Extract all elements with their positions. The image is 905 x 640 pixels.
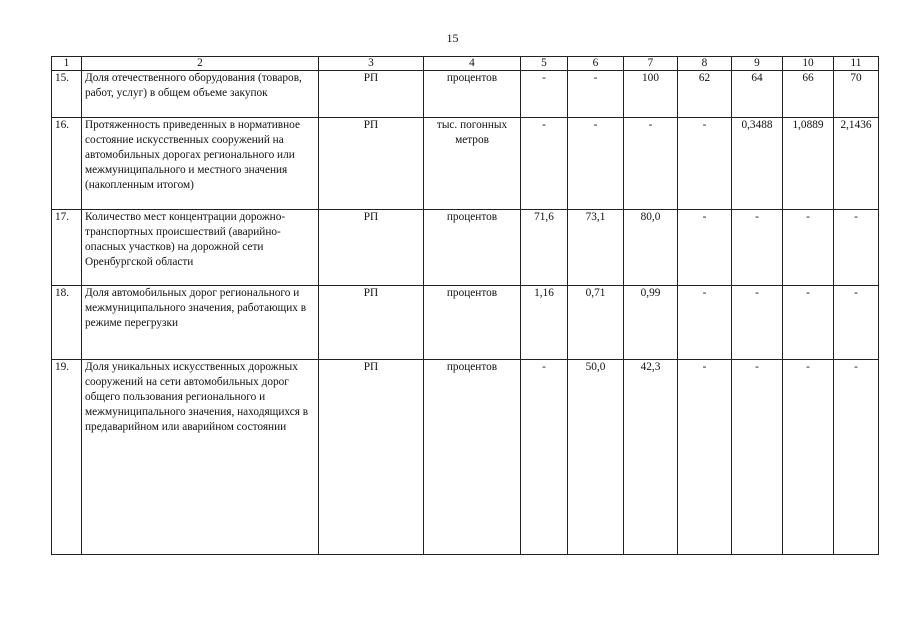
table-row: [52, 286, 879, 360]
column-header: 4: [424, 57, 521, 71]
header-row: [52, 57, 879, 71]
indicator-level: РП: [319, 210, 424, 286]
value-cell: -: [732, 210, 783, 286]
value-cell: -: [732, 360, 783, 555]
value-cell: -: [732, 286, 783, 360]
indicator-name: Доля отечественного оборудования (товаров, работ, услуг) в общем объеме закупок: [82, 71, 319, 118]
value-cell: -: [783, 210, 834, 286]
page-number: 15: [446, 31, 459, 45]
value-cell: 2,1436: [834, 118, 879, 210]
value-cell: -: [521, 71, 568, 118]
column-header: 5: [521, 57, 568, 71]
value-cell: 62: [678, 71, 732, 118]
table-row: [52, 118, 879, 210]
value-cell: 50,0: [568, 360, 624, 555]
value-cell: -: [624, 118, 678, 210]
indicator-unit: тыс. погонных метров: [424, 118, 521, 210]
column-header: 2: [82, 57, 319, 71]
value-cell: -: [834, 360, 879, 555]
value-cell: 66: [783, 71, 834, 118]
indicator-unit: процентов: [424, 210, 521, 286]
column-header: 3: [319, 57, 424, 71]
indicator-name: Доля автомобильных дорог регионального и межмуниципального значения, работающих в режиме перегрузки: [82, 286, 319, 360]
value-cell: -: [568, 71, 624, 118]
indicator-unit: процентов: [424, 360, 521, 555]
value-cell: -: [678, 118, 732, 210]
row-number: 19.: [52, 360, 82, 555]
column-header: 6: [568, 57, 624, 71]
value-cell: 71,6: [521, 210, 568, 286]
value-cell: 64: [732, 71, 783, 118]
table-row: [52, 210, 879, 286]
value-cell: -: [834, 210, 879, 286]
value-cell: 1,0889: [783, 118, 834, 210]
value-cell: -: [521, 360, 568, 555]
value-cell: 1,16: [521, 286, 568, 360]
value-cell: -: [678, 286, 732, 360]
value-cell: -: [783, 286, 834, 360]
indicator-name: Доля уникальных искусственных дорожных сооружений на сети автомобильных дорог общего пользования регионального и межмуниципального значения, находящихся в предаварийном или аварийном состоянии: [82, 360, 319, 555]
value-cell: -: [521, 118, 568, 210]
value-cell: -: [678, 360, 732, 555]
row-number: 16.: [52, 118, 82, 210]
column-header: 9: [732, 57, 783, 71]
indicator-level: РП: [319, 286, 424, 360]
value-cell: -: [834, 286, 879, 360]
value-cell: 0,3488: [732, 118, 783, 210]
indicator-unit: процентов: [424, 286, 521, 360]
table-row: [52, 71, 879, 118]
value-cell: 70: [834, 71, 879, 118]
value-cell: -: [678, 210, 732, 286]
table-row: [52, 360, 879, 555]
value-cell: 0,71: [568, 286, 624, 360]
indicator-level: РП: [319, 71, 424, 118]
indicators-table: [51, 56, 879, 555]
row-number: 15.: [52, 71, 82, 118]
value-cell: -: [783, 360, 834, 555]
column-header: 11: [834, 57, 879, 71]
value-cell: 80,0: [624, 210, 678, 286]
indicator-level: РП: [319, 118, 424, 210]
column-header: 10: [783, 57, 834, 71]
indicator-name: Количество мест концентрации дорожно-транспортных происшествий (аварийно-опасных участков) на дорожной сети Оренбургской области: [82, 210, 319, 286]
indicator-level: РП: [319, 360, 424, 555]
value-cell: -: [568, 118, 624, 210]
value-cell: 0,99: [624, 286, 678, 360]
value-cell: 73,1: [568, 210, 624, 286]
indicator-name: Протяженность приведенных в нормативное состояние искусственных сооружений на автомобильных дорогах регионального или межмуниципального и местного значения (накопленным итогом): [82, 118, 319, 210]
row-number: 17.: [52, 210, 82, 286]
value-cell: 100: [624, 71, 678, 118]
column-header: 1: [52, 57, 82, 71]
row-number: 18.: [52, 286, 82, 360]
column-header: 7: [624, 57, 678, 71]
column-header: 8: [678, 57, 732, 71]
indicator-unit: процентов: [424, 71, 521, 118]
value-cell: 42,3: [624, 360, 678, 555]
